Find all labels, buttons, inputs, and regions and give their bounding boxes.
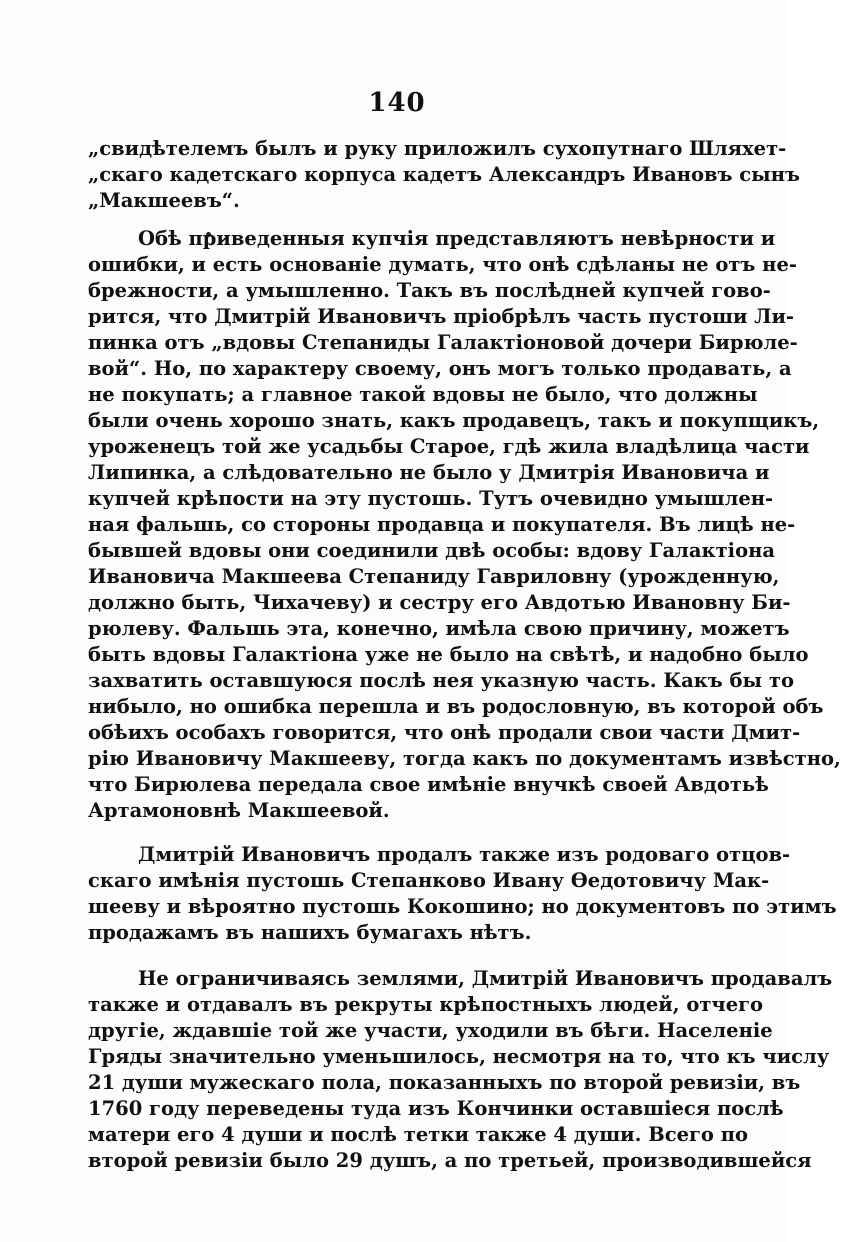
text-line: ная фальшь, со стороны продавца и покупателя. Въ лицѣ не- <box>88 513 796 536</box>
text-line: должно быть, Чихачеву) и сестру его Авдотью Ивановну Би- <box>88 591 791 614</box>
text-line: Не ограничиваясь землями, Дмитрій Ивановичъ продавалъ <box>138 967 833 990</box>
text-line: нибыло, но ошибка перешла и въ родословную, въ которой объ <box>88 695 824 718</box>
text-line: также и отдавалъ въ рекруты крѣпостныхъ людей, отчего <box>88 993 764 1016</box>
text-line: второй ревизіи было 29 душъ, а по третьей, производившейся <box>88 1149 812 1172</box>
text-line: „скаго кадетскаго корпуса кадетъ Александръ Ивановъ сынъ <box>88 163 800 186</box>
text-line: вой“. Но, по характеру своему, онъ могъ только продавать, а <box>88 357 792 380</box>
text-line: 21 души мужескаго пола, показанныхъ по второй ревизіи, въ <box>88 1071 801 1094</box>
text-line: 1760 году переведены туда изъ Кончинки оставшіеся послѣ <box>88 1097 784 1120</box>
text-line: матери его 4 души и послѣ тетки также 4 души. Всего по <box>88 1123 749 1146</box>
text-line: захватить оставшуюся послѣ нея указную часть. Какъ бы то <box>88 669 794 692</box>
text-line: рію Ивановичу Макшееву, тогда какъ по документамъ извѣстно, <box>88 747 841 770</box>
paragraph-3 <box>88 842 837 946</box>
text-line: Гряды значительно уменьшилось, несмотря на то, что къ числу <box>88 1045 830 1068</box>
text-line: Дмитрій Ивановичъ продалъ также изъ родоваго отцов- <box>138 843 791 866</box>
text-line: Липинка, а слѣдовательно не было у Дмитрія Ивановича и <box>88 461 770 484</box>
page-number-text: 140 <box>368 88 426 118</box>
text-line: были очень хорошо знать, какъ продавецъ, такъ и покупщикъ, <box>88 409 820 432</box>
text-line: ошибки, и есть основаніе думать, что онѣ сдѣланы не отъ не- <box>88 253 797 276</box>
text-line: уроженецъ той же усадьбы Старое, гдѣ жила владѣлица части <box>88 435 810 458</box>
text-line: шееву и вѣроятно пустошь Кокошино; но документовъ по этимъ <box>88 895 837 918</box>
text-line: скаго имѣнія пустошь Степанково Ивану Ѳедотовичу Мак- <box>88 869 770 892</box>
text-line: не покупать; а главное такой вдовы не было, что должны <box>88 383 758 406</box>
text-line: Ивановича Макшеева Степаниду Гавриловну (урожденную, <box>88 565 780 588</box>
text-body <box>88 136 841 1174</box>
text-line: продажамъ въ нашихъ бумагахъ нѣтъ. <box>88 921 532 944</box>
text-line: что Бирюлева передала свое имѣніе внучкѣ своей Авдотьѣ <box>88 773 769 796</box>
text-line: быть вдовы Галактіона уже не было на свѣтѣ, и надобно было <box>88 643 809 666</box>
text-line: рюлеву. Фальшь эта, конечно, имѣла свою причину, можетъ <box>88 617 790 640</box>
text-line: брежности, а умышленно. Такъ въ послѣдней купчей гово- <box>88 279 771 302</box>
paragraph-1 <box>88 136 800 214</box>
paragraph-2 <box>88 226 841 824</box>
text-line: „свидѣтелемъ былъ и руку приложилъ сухопутнаго Шляхет- <box>88 137 787 160</box>
text-line: Обѣ приведенныя купчія представляютъ невѣрности и <box>138 227 776 250</box>
text-line: рится, что Дмитрій Ивановичъ пріобрѣлъ часть пустоши Ли- <box>88 305 795 328</box>
text-line: обѣихъ особахъ говорится, что онѣ продали свои части Дмит- <box>88 721 801 744</box>
page-number <box>0 88 786 118</box>
text-line: Артамоновнѣ Макшеевой. <box>88 799 390 822</box>
paragraph-4 <box>88 966 833 1174</box>
text-line: бывшей вдовы они соединили двѣ особы: вдову Галактіона <box>88 539 775 562</box>
text-line: купчей крѣпости на эту пустошь. Тутъ очевидно умышлен- <box>88 487 774 510</box>
text-line: другіе, ждавшіе той же участи, уходили въ бѣги. Населеніе <box>88 1019 773 1042</box>
text-line: „Макшеевъ“. <box>88 189 240 212</box>
text-line: пинка отъ „вдовы Степаниды Галактіоновой дочери Бирюле- <box>88 331 798 354</box>
